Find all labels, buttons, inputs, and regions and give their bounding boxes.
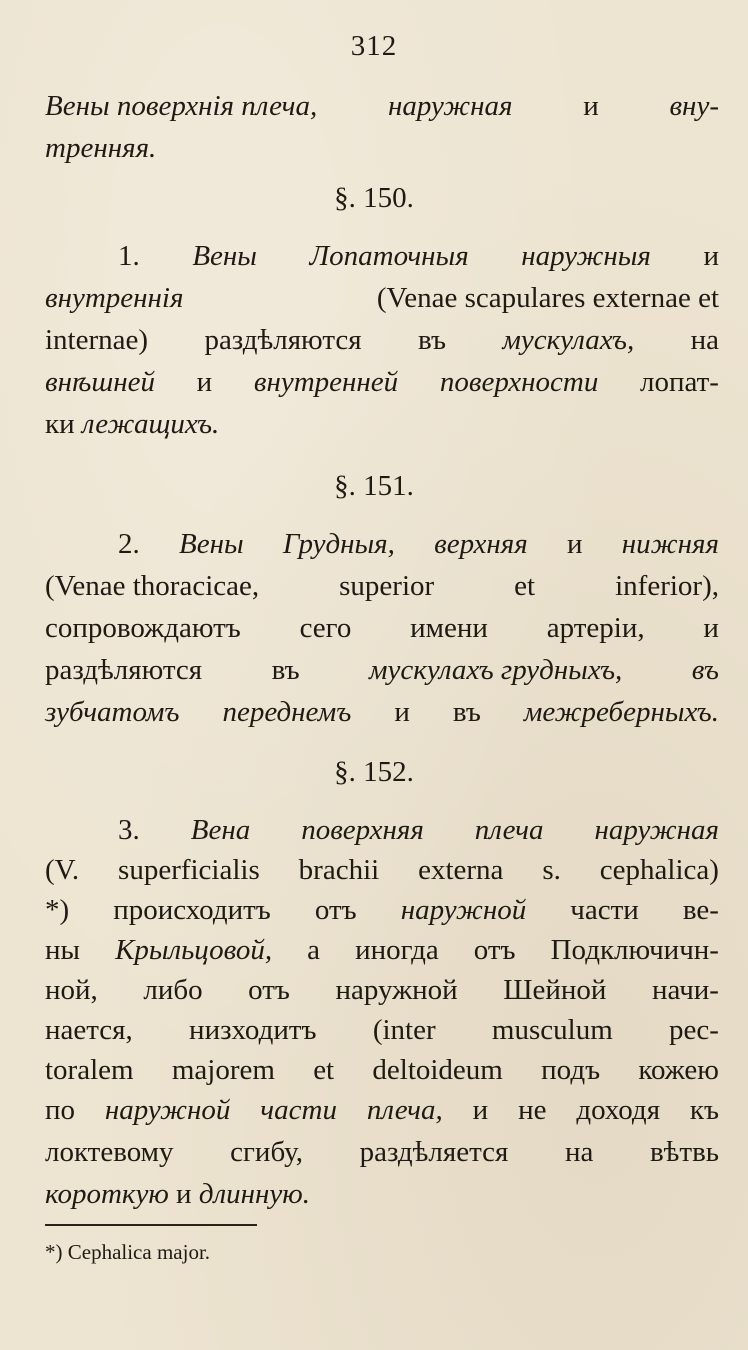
- heading-word: тренняя.: [45, 132, 157, 164]
- word: отъ: [473, 934, 516, 966]
- word: сгибу,: [230, 1136, 303, 1168]
- word: раздѣляются: [45, 654, 203, 686]
- latin-text: brachii: [298, 854, 380, 886]
- latin-text: superficialis: [118, 854, 260, 886]
- latin-text: superior: [339, 570, 435, 602]
- section-152-heading: §. 152.: [334, 756, 414, 788]
- para2-line-5: [45, 694, 719, 730]
- para1-line-1: [118, 238, 719, 274]
- latin-text: majorem: [171, 1054, 275, 1086]
- word: поверхняя: [301, 814, 424, 846]
- word: Подключичн-: [550, 934, 719, 966]
- heading-word: и: [583, 90, 599, 122]
- word: и: [394, 696, 410, 728]
- word: въ: [691, 654, 719, 686]
- latin-text: externa: [418, 854, 504, 886]
- para3-line-1: [118, 812, 719, 848]
- word: въ: [417, 324, 446, 356]
- para2-line-2: [45, 568, 719, 604]
- word: мускулахъ,: [502, 324, 635, 356]
- heading-word: Вены поверхнія плеча,: [45, 90, 318, 122]
- word: Вены: [178, 528, 244, 560]
- word: и: [472, 1094, 489, 1126]
- word: 2.: [118, 528, 140, 560]
- word: либо: [143, 974, 203, 1006]
- word: Лопаточныя: [309, 240, 469, 272]
- para3-line-2: [45, 852, 719, 888]
- word: зубчатомъ: [45, 696, 180, 728]
- word: артеріи,: [546, 612, 645, 644]
- word: короткую: [45, 1178, 169, 1210]
- section-150-heading: §. 150.: [334, 182, 414, 214]
- latin-text: cephalica): [599, 854, 719, 886]
- word: отъ: [248, 974, 290, 1006]
- word: подъ: [541, 1054, 601, 1086]
- word: внутренней: [253, 366, 399, 398]
- word: доходя: [576, 1094, 661, 1126]
- latin-text: (inter: [372, 1014, 436, 1046]
- word: плеча: [474, 814, 544, 846]
- latin-text: et: [514, 570, 536, 602]
- word: Вены: [192, 240, 257, 272]
- para3-line-7: [45, 1052, 719, 1088]
- para3-line-5: [45, 972, 719, 1008]
- latin-text: et: [313, 1054, 335, 1086]
- word: наружной: [400, 894, 527, 926]
- para1-line-5: [45, 406, 719, 442]
- para3-line-6: [45, 1012, 719, 1048]
- word: Вена: [190, 814, 251, 846]
- word: и: [176, 1178, 192, 1210]
- word: и: [196, 366, 213, 398]
- word: поверхности: [439, 366, 599, 398]
- word: сопровождаютъ: [45, 612, 241, 644]
- latin-text: musculum: [491, 1014, 613, 1046]
- para3-line-4: [45, 932, 719, 968]
- word: раздѣляется: [359, 1136, 509, 1168]
- word: и: [703, 240, 719, 272]
- word: не: [518, 1094, 547, 1126]
- word: происходитъ: [113, 894, 271, 926]
- para3-line-3: [45, 892, 719, 928]
- heading-word: вну-: [669, 90, 719, 122]
- word: Грудныя,: [282, 528, 395, 560]
- para1-line-3: [45, 322, 719, 358]
- footnote: *) Cephalica major.: [45, 1240, 211, 1264]
- word: локтевому: [45, 1136, 174, 1168]
- word: а: [307, 934, 321, 966]
- latin-text: toralem: [45, 1054, 134, 1086]
- heading-word: наружная: [387, 90, 513, 122]
- word: внутреннія: [45, 282, 184, 314]
- word: межреберныхъ.: [523, 696, 719, 728]
- word: кожею: [638, 1054, 719, 1086]
- para2-line-3: [45, 610, 719, 646]
- latin-text: internae): [45, 324, 149, 356]
- latin-text: (Venae scapulares externae et: [376, 282, 719, 314]
- word: верхняя: [434, 528, 528, 560]
- word: на: [564, 1136, 594, 1168]
- word: ны: [45, 934, 81, 966]
- latin-text: deltoideum: [372, 1054, 503, 1086]
- word: начи-: [651, 974, 719, 1006]
- latin-text: (Venae thoracicae,: [45, 570, 260, 602]
- word: наружныя: [521, 240, 651, 272]
- latin-text: (V.: [45, 854, 80, 886]
- word: нается,: [45, 1014, 133, 1046]
- word: наружной: [335, 974, 458, 1006]
- word: и: [703, 612, 719, 644]
- word: мускулахъ грудныхъ,: [369, 654, 623, 686]
- footnote-marker: *): [45, 894, 70, 926]
- para3-line-10: [45, 1176, 719, 1212]
- word: 1.: [118, 240, 140, 272]
- para2-line-4: [45, 652, 719, 688]
- word: ве-: [682, 894, 719, 926]
- word: длинную.: [198, 1178, 310, 1210]
- para1-line-2: [45, 280, 719, 316]
- section-151-heading: §. 151.: [334, 470, 414, 502]
- word: лежащихъ.: [81, 408, 220, 440]
- word: переднемъ: [222, 696, 352, 728]
- para1-line-4: [45, 364, 719, 400]
- para2-line-1: [118, 526, 719, 562]
- word: въ: [271, 654, 300, 686]
- word: имени: [410, 612, 488, 644]
- word: наружной: [104, 1094, 231, 1126]
- word: на: [690, 324, 719, 356]
- word: наружная: [594, 814, 719, 846]
- para3-line-9: [45, 1134, 719, 1170]
- para3-line-8: [45, 1092, 719, 1128]
- word: Крыльцовой,: [115, 934, 273, 966]
- latin-text: s.: [542, 854, 561, 886]
- latin-text: pec-: [669, 1014, 719, 1046]
- word: низходитъ: [189, 1014, 317, 1046]
- word: части: [570, 894, 639, 926]
- word: къ: [689, 1094, 719, 1126]
- page-number: 312: [350, 30, 398, 62]
- word: части: [260, 1094, 337, 1126]
- word: плеча,: [366, 1094, 443, 1126]
- footnote-rule: [45, 1224, 257, 1226]
- heading-line-2: [45, 130, 719, 166]
- word: лопат-: [640, 366, 719, 398]
- word: ки: [45, 408, 75, 440]
- word: внѣшней: [45, 366, 155, 398]
- word: и: [566, 528, 583, 560]
- heading-line-1: [45, 88, 719, 124]
- word: сего: [299, 612, 352, 644]
- word: ной,: [45, 974, 98, 1006]
- word: вѣтвь: [649, 1136, 719, 1168]
- word: отъ: [314, 894, 357, 926]
- word: нижняя: [621, 528, 719, 560]
- word: въ: [452, 696, 481, 728]
- word: 3.: [118, 814, 140, 846]
- word: по: [45, 1094, 76, 1126]
- latin-text: inferior),: [615, 570, 719, 602]
- word: иногда: [355, 934, 439, 966]
- word: раздѣляются: [204, 324, 362, 356]
- word: Шейной: [503, 974, 607, 1006]
